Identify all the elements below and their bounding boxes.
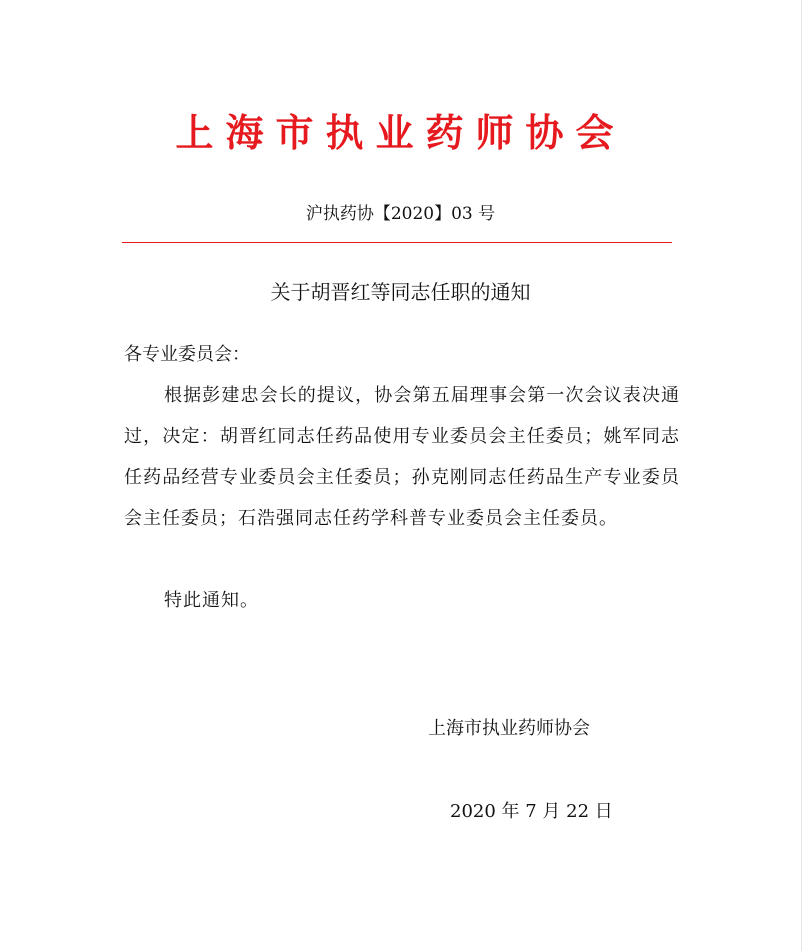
document-number: 沪执药协【2020】03 号 — [305, 204, 496, 224]
notice-title: 关于胡晋红等同志任职的通知 — [270, 280, 531, 304]
body-paragraph: 根据彭建忠会长的提议，协会第五届理事会第一次会议表决通过，决定：胡晋红同志任药品使用专业委员会主任委员；姚军同志任药品经营专业委员会主任委员；孙克刚同志任药品生产专业委员会主任委员；石浩强同志任药学科普专业委员会主任委员。 — [124, 385, 680, 529]
signature-organization: 上海市执业药师协会 — [428, 718, 590, 739]
signature-date: 2020 年 7 月 22 日 — [450, 801, 613, 822]
salutation: 各专业委员会： — [124, 344, 250, 365]
closing-paragraph: 特此通知。 — [164, 590, 259, 611]
red-divider — [122, 242, 672, 243]
org-title: 上海市执业药师协会 — [175, 110, 626, 155]
